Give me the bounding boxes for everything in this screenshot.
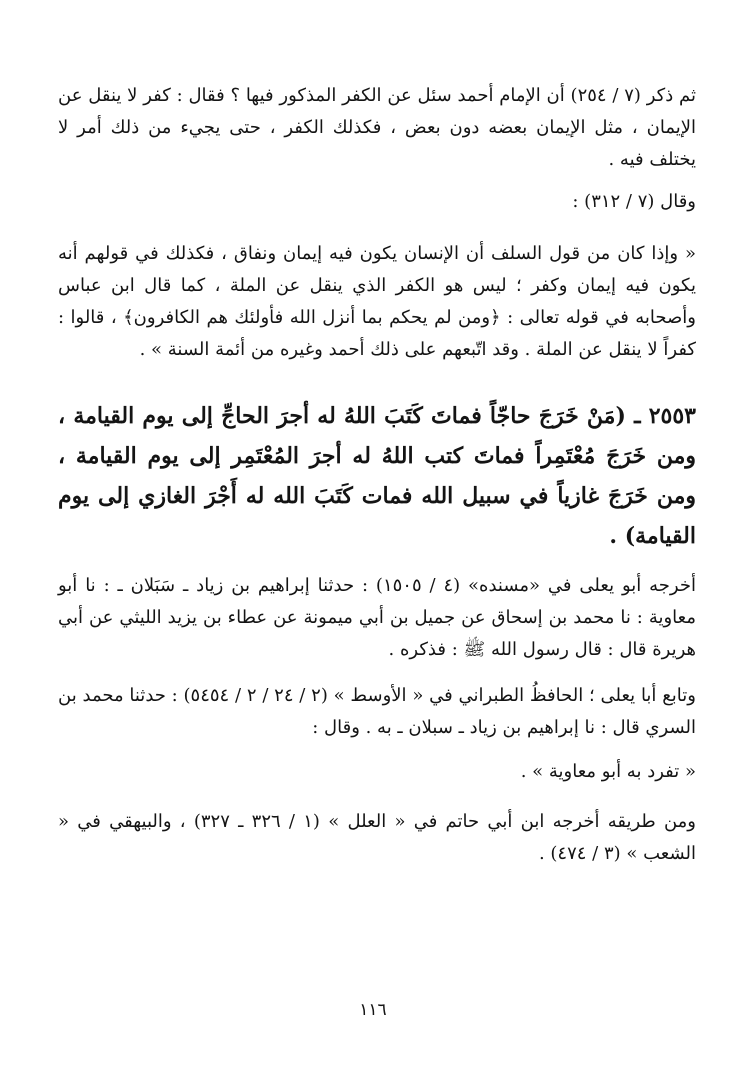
page-body xyxy=(58,70,696,870)
takhrij-tabarani: وتابع أبا يعلى ؛ الحافظُ الطبراني في « الأوسط » (٢ / ٢٤ / ٢ / ٥٤٥٤) : حدثنا محمد بن السري قال : نا إبراهيم بن زياد ـ سبلان ـ به . وقال : xyxy=(58,685,696,738)
hadith-2553-text: ٢٥٥٣ ـ (مَنْ خَرَجَ حاجّاً فماتَ كَتَبَ اللهُ له أجرَ الحاجِّ إلى يوم القيامة ، ومن خَرَجَ مُعْتَمِراً فماتَ كتب اللهُ له أجرَ المُعْتَمِر إلى يوم القيامة ، ومن خَرَجَ غازياً في سبيل الله فمات كَتَبَ الله له أَجْرَ الغازي إلى يوم القيامة) . xyxy=(58,403,696,549)
takhrij-abu-yala: أخرجه أبو يعلى في «مسنده» (٤ / ١٥٠٥) : حدثنا إبراهيم بن زياد ـ سَبَلان ـ : نا أبو معاوية : نا محمد بن إسحاق عن جميل بن أبي ميمونة عن عطاء بن يزيد الليثي عن أبي هريرة قال : قال رسول الله ﷺ : فذكره . xyxy=(58,575,696,660)
paragraph-ahmad-kufr: ثم ذكر (٧ / ٢٥٤) أن الإمام أحمد سئل عن الكفر المذكور فيها ؟ فقال : كفر لا ينقل عن الإيمان ، مثل الإيمان بعضه دون بعض ، فكذلك الكفر ، حتى يجيء من ذلك أمر لا يختلف فيه . xyxy=(58,85,696,170)
page-number: ١١٦ xyxy=(359,1000,387,1020)
quote-salaf: « وإذا كان من قول السلف أن الإنسان يكون فيه إيمان ونفاق ، فكذلك في قولهم أنه يكون فيه إيمان وكفر ؛ ليس هو الكفر الذي ينقل عن الملة ، كما قال ابن عباس وأصحابه في قوله تعالى : ﴿ومن لم يحكم بما أنزل الله فأولئك هم الكافرون﴾ ، قالوا : كفراً لا ينقل عن الملة . وقد اتّبعهم على ذلك أحمد وغيره من أئمة السنة » . xyxy=(58,243,696,360)
takhrij-ibn-abi-hatim: ومن طريقه أخرجه ابن أبي حاتم في « العلل » (١ / ٣٢٦ ـ ٣٢٧) ، والبيهقي في « الشعب » (٣ / ٤٧٤) . xyxy=(58,811,697,864)
tabarani-quote: « تفرد به أبو معاوية » . xyxy=(520,761,696,782)
paragraph-qala: وقال (٧ / ٣١٢) : xyxy=(572,191,696,212)
